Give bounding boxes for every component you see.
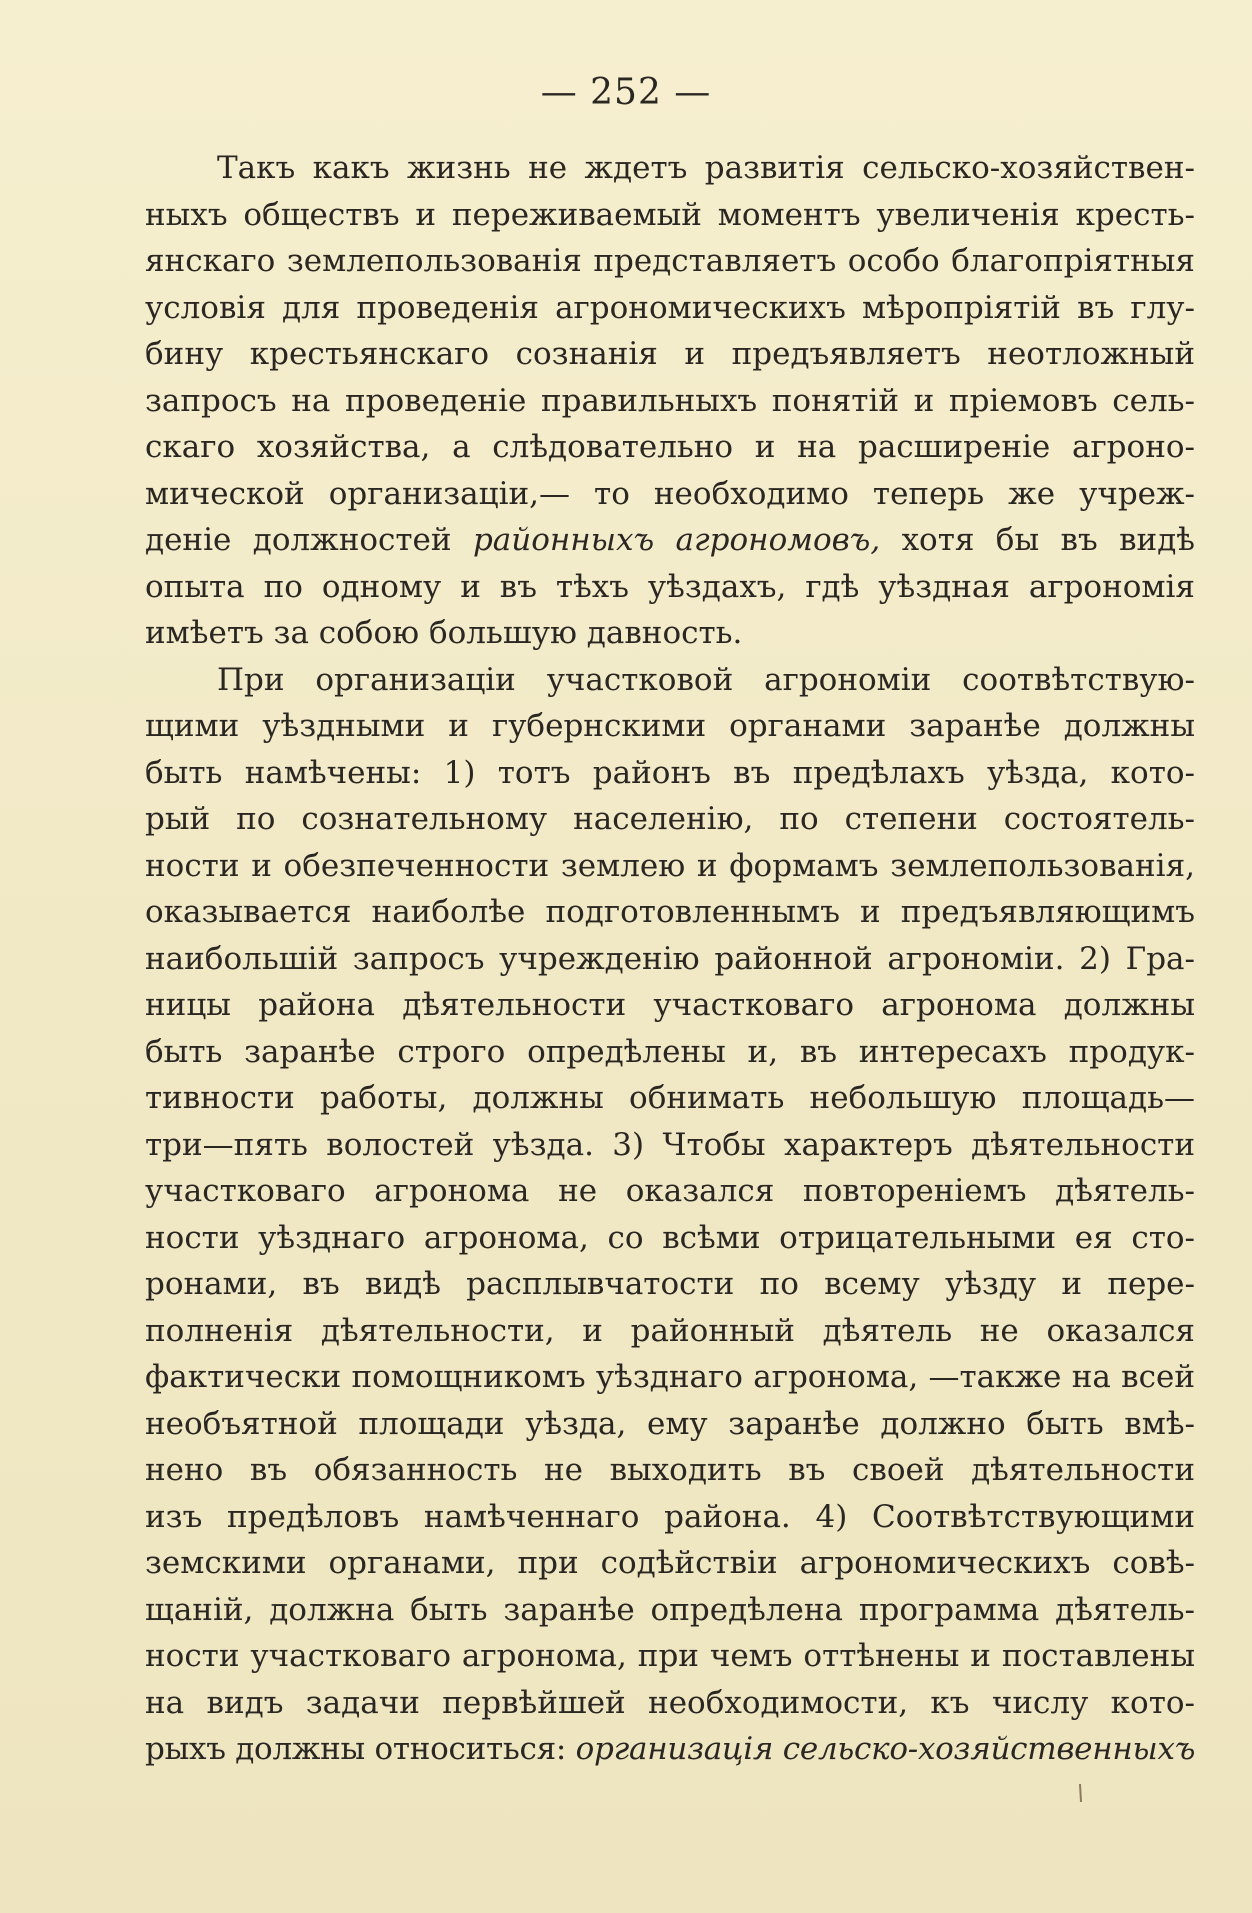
text-line: быть намѣчены: 1) тотъ районъ въ предѣлахъ уѣзда, кото- (145, 754, 1195, 791)
text-line: ности уѣзднаго агронома, со всѣми отрицательными ея сто- (145, 1219, 1195, 1256)
text-line: скаго хозяйства, а слѣдовательно и на расширеніе агроно- (145, 429, 1195, 465)
text-line: бину крестьянскаго сознанія и предъявляетъ неотложный (145, 336, 1195, 372)
text-line: тивности работы, должны обнимать небольшую площадь— (145, 1080, 1195, 1116)
text-line: оказывается наиболѣе подготовленнымъ и предъявляющимъ (145, 894, 1195, 930)
text-line: фактически помощникомъ уѣзднаго агронома, —также на всей (145, 1359, 1195, 1395)
ink-mark (1060, 1780, 1100, 1810)
text-run: деніе должностей (145, 522, 473, 558)
text-line: быть заранѣе строго опредѣлены и, въ интересахъ продук- (145, 1033, 1195, 1070)
text-line: наибольшій запросъ учрежденію районной агрономіи. 2) Гра- (145, 940, 1195, 977)
text-line: При организаціи участковой агрономіи соотвѣтствую- (217, 661, 1195, 698)
text-run: рыхъ должны относиться: (145, 1731, 576, 1767)
text-run: хотя бы въ видѣ (880, 522, 1195, 558)
text-line: ности участковаго агронома, при чемъ оттѣнены и поставлены (145, 1638, 1195, 1674)
text-line: ницы района дѣятельности участковаго агронома должны (145, 987, 1195, 1023)
text-line: опыта по одному и въ тѣхъ уѣздахъ, гдѣ уѣздная агрономія (145, 568, 1195, 605)
italic-emphasis: организація сельско-хозяйственныхъ (575, 1731, 1195, 1767)
text-line: янскаго землепользованія представляетъ особо благопріятныя (145, 243, 1195, 279)
text-line: мической организаціи,— то необходимо теперь же учреж- (145, 475, 1195, 512)
text-line: рый по сознательному населенію, по степени состоятель- (145, 801, 1195, 837)
text-line: ности и обезпеченности землею и формамъ землепользованія, (145, 847, 1195, 884)
text-line: необъятной площади уѣзда, ему заранѣе должно быть вмѣ- (145, 1405, 1195, 1442)
text-line: условія для проведенія агрономическихъ мѣропріятій въ глу- (145, 289, 1195, 326)
text-line: участковаго агронома не оказался повтореніемъ дѣятель- (145, 1173, 1195, 1209)
text-line: земскими органами, при содѣйствіи агрономическихъ совѣ- (145, 1545, 1195, 1581)
text-line: запросъ на проведеніе правильныхъ понятій и пріемовъ сель- (145, 382, 1195, 419)
text-line: Такъ какъ жизнь не ждетъ развитія сельско-хозяйствен- (217, 150, 1195, 186)
italic-emphasis: районныхъ агрономовъ, (472, 522, 881, 558)
text-line: ныхъ обществъ и переживаемый моментъ увеличенія кресть- (145, 196, 1195, 233)
text-body (145, 145, 1195, 1773)
text-line: нено въ обязанность не выходить въ своей дѣятельности (145, 1452, 1195, 1488)
page-number: — 252 — (540, 72, 712, 113)
paragraph (145, 657, 1195, 1773)
text-line: изъ предѣловъ намѣченнаго района. 4) Соотвѣтствующими (145, 1498, 1195, 1535)
text-line: три—пять волостей уѣзда. 3) Чтобы характеръ дѣятельности (145, 1126, 1195, 1163)
text-line: на видъ задачи первѣйшей необходимости, къ числу кото- (145, 1684, 1195, 1721)
paragraph (145, 145, 1195, 657)
text-line: щими уѣздными и губернскими органами заранѣе должны (145, 708, 1195, 744)
text-line: щаній, должна быть заранѣе опредѣлена программа дѣятель- (145, 1591, 1195, 1628)
text-line (145, 1726, 1195, 1773)
text-line: полненія дѣятельности, и районный дѣятель не оказался (145, 1312, 1195, 1349)
text-line (145, 517, 1195, 564)
text-line: имѣетъ за собою большую давность. (145, 615, 743, 651)
text-line: ронами, въ видѣ расплывчатости по всему уѣзду и пере- (145, 1266, 1195, 1302)
